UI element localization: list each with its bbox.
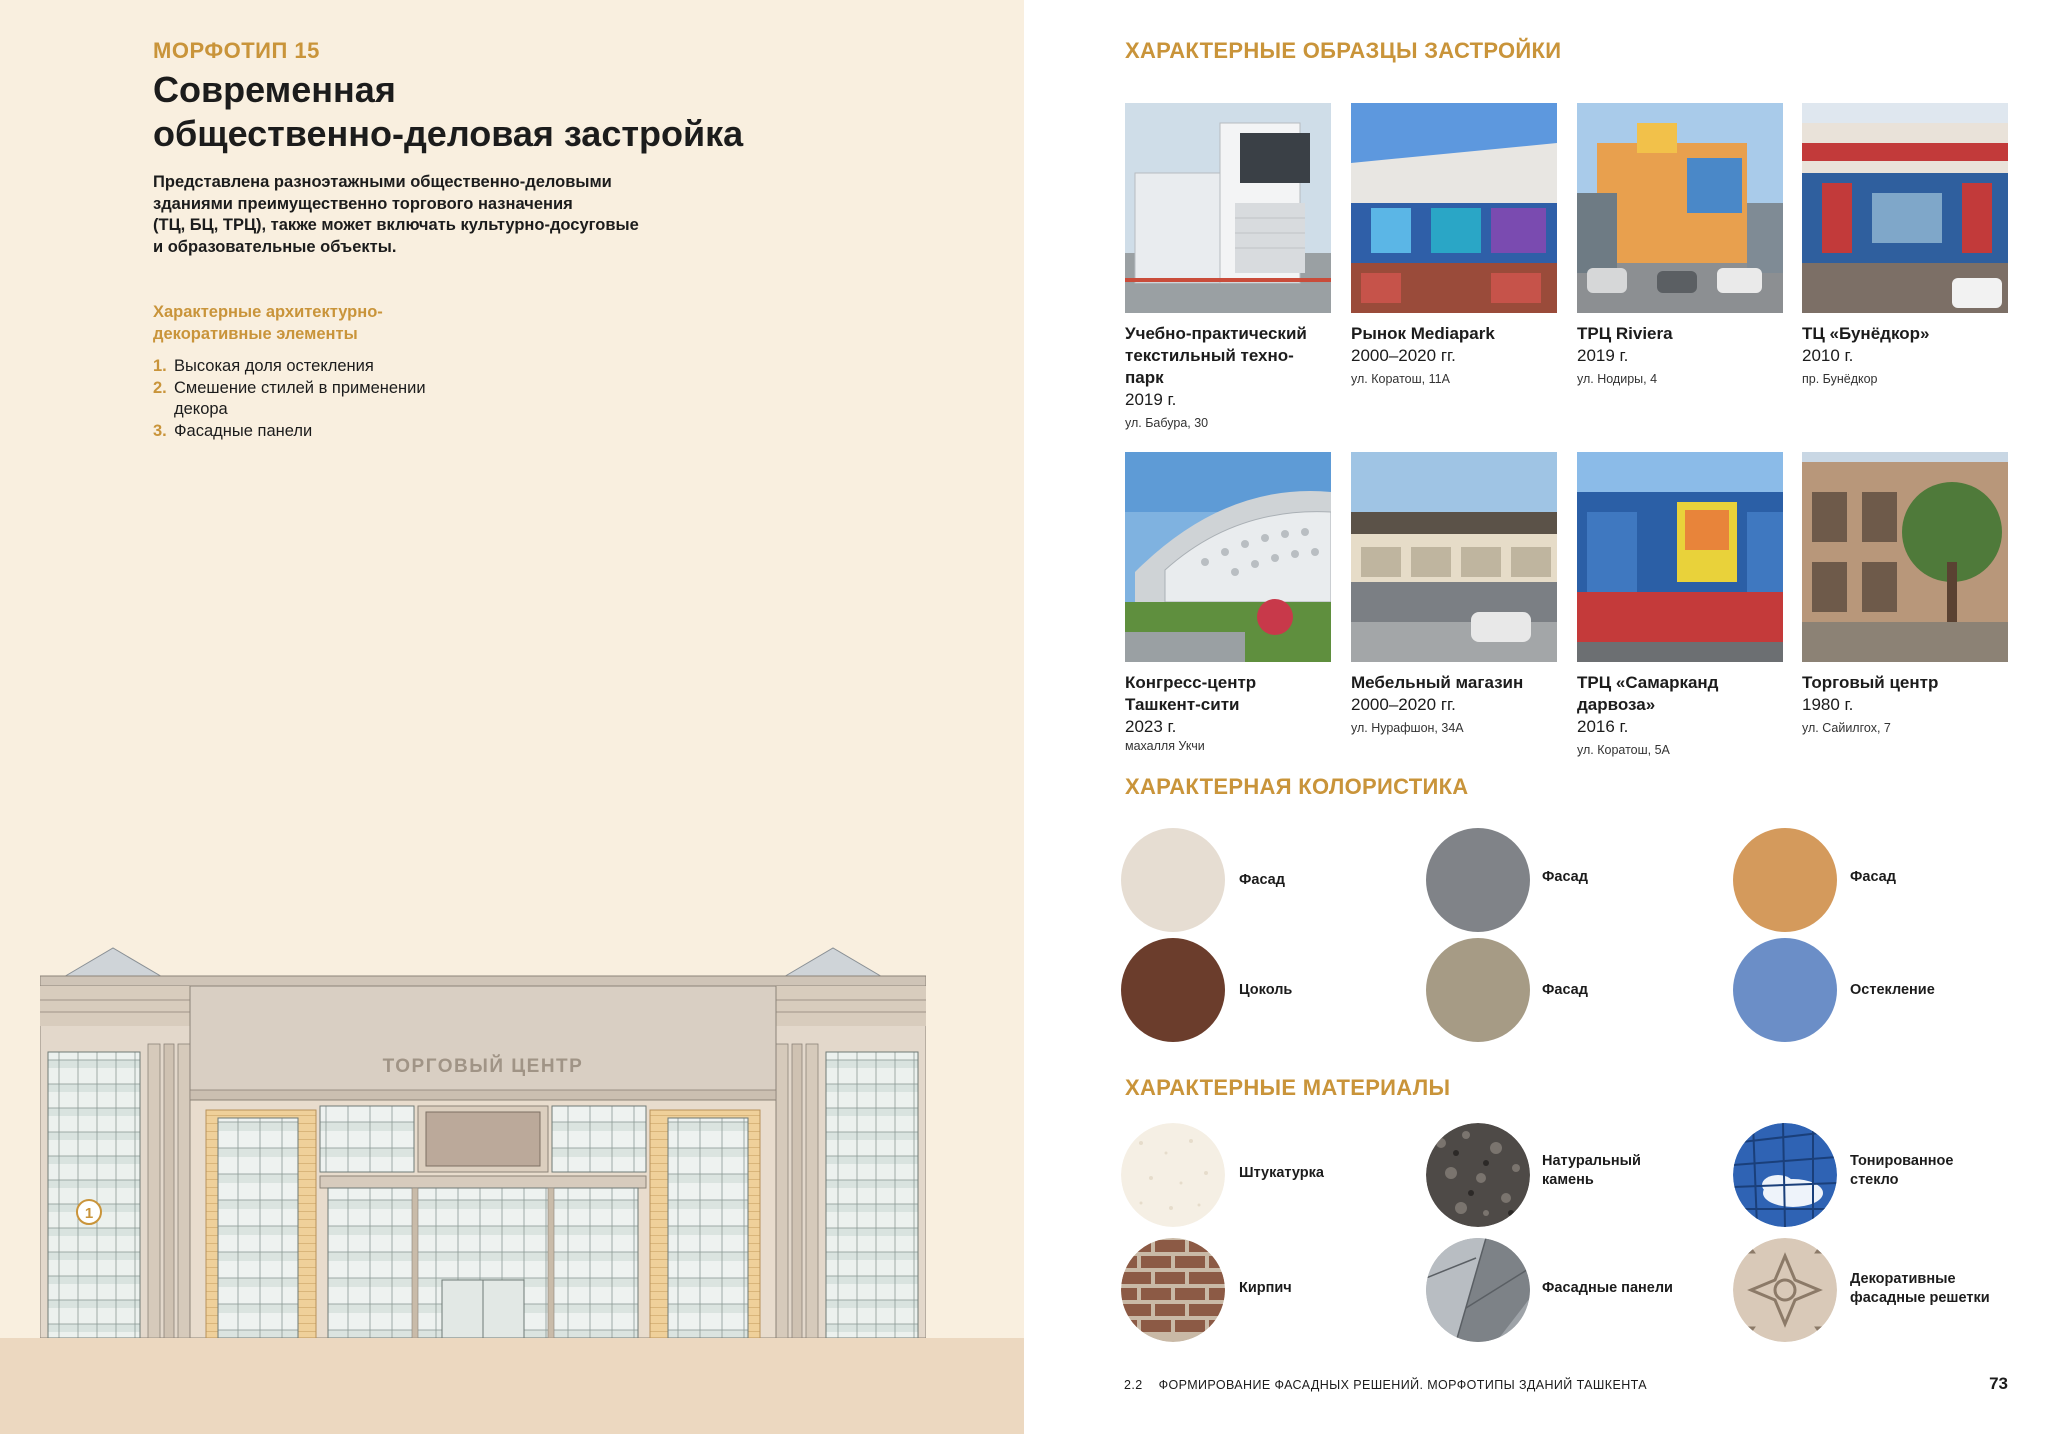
material-label-line: Фасадные панели bbox=[1542, 1280, 1673, 1296]
lead-line: Представлена разноэтажными общественно-деловыми bbox=[153, 173, 612, 191]
elements-heading bbox=[153, 302, 573, 345]
example-address: пр. Бунёдкор bbox=[1802, 372, 1878, 386]
decorative-grille-texture-icon bbox=[1733, 1238, 1837, 1342]
list-item-number: 2. bbox=[153, 378, 167, 397]
example-year: 2000–2020 гг. bbox=[1351, 346, 1456, 365]
plaster-texture-icon bbox=[1121, 1123, 1225, 1227]
material-label-line: Штукатурка bbox=[1239, 1165, 1324, 1181]
example-name-line: Учебно-практический bbox=[1125, 324, 1307, 343]
color-label: Фасад bbox=[1239, 872, 1285, 888]
material-label bbox=[1239, 1164, 1324, 1183]
example-card bbox=[1577, 452, 1783, 758]
example-address: ул. Нодиры, 4 bbox=[1577, 372, 1658, 386]
example-card bbox=[1125, 452, 1331, 754]
lead-paragraph bbox=[153, 172, 673, 258]
example-address: ул. Сайилгох, 7 bbox=[1802, 721, 1891, 735]
example-year: 1980 г. bbox=[1802, 695, 1854, 714]
color-swatch bbox=[1733, 938, 1837, 1042]
example-name-line: Торговый центр bbox=[1802, 673, 1939, 692]
shopping-center-facade-illustration bbox=[40, 940, 926, 1338]
list-item bbox=[153, 378, 553, 421]
color-swatch bbox=[1426, 938, 1530, 1042]
color-label: Цоколь bbox=[1239, 982, 1293, 998]
material-label-line: Кирпич bbox=[1239, 1280, 1292, 1296]
list-item-number: 3. bbox=[153, 421, 167, 440]
material-label-line: Тонированное bbox=[1850, 1153, 1954, 1169]
granite-texture-icon bbox=[1426, 1123, 1530, 1227]
example-name bbox=[1125, 323, 1331, 389]
example-photo-samarkand-darvoza bbox=[1577, 452, 1783, 662]
material-label-line: стекло bbox=[1850, 1172, 1899, 1188]
color-swatch bbox=[1121, 938, 1225, 1042]
list-item-text: декора bbox=[174, 400, 228, 418]
example-card bbox=[1802, 103, 2008, 387]
example-year: 2000–2020 гг. bbox=[1351, 695, 1456, 714]
title-line: Современная bbox=[153, 69, 396, 110]
facade-panel-texture-icon bbox=[1426, 1238, 1530, 1342]
example-photo-textile-technopark bbox=[1125, 103, 1331, 313]
example-name-line: ТРЦ «Самарканд bbox=[1577, 673, 1719, 692]
list-item-text: Высокая доля остекления bbox=[174, 357, 374, 375]
example-name-line: Ташкент-сити bbox=[1125, 695, 1240, 714]
facade-sign: ТОРГОВЫЙ ЦЕНТР bbox=[382, 1056, 584, 1077]
color-label: Остекление bbox=[1850, 982, 1935, 998]
lead-line: (ТЦ, БЦ, ТРЦ), также может включать культурно-досуговые bbox=[153, 216, 639, 234]
example-photo-furniture-store bbox=[1351, 452, 1557, 662]
color-label: Фасад bbox=[1850, 869, 1896, 885]
material-label-line: Декоративные bbox=[1850, 1271, 1956, 1287]
example-name bbox=[1802, 323, 2008, 345]
ground-strip bbox=[0, 1338, 1024, 1434]
list-item-text: Смешение стилей в применении bbox=[174, 378, 426, 397]
example-name bbox=[1577, 672, 1783, 716]
example-photo-riviera bbox=[1577, 103, 1783, 313]
list-item-number: 1. bbox=[153, 357, 167, 375]
facade-marker-number: 1 bbox=[84, 1205, 94, 1222]
example-name bbox=[1351, 672, 1557, 694]
brick-texture-icon bbox=[1121, 1238, 1225, 1342]
example-name bbox=[1577, 323, 1783, 345]
example-address: ул. Нурафшон, 34А bbox=[1351, 721, 1464, 735]
list-item bbox=[153, 356, 553, 378]
example-photo-congress-center bbox=[1125, 452, 1331, 662]
material-label-line: Натуральный bbox=[1542, 1153, 1641, 1169]
example-name bbox=[1351, 323, 1557, 345]
color-swatch bbox=[1121, 828, 1225, 932]
title-line: общественно-деловая застройка bbox=[153, 113, 744, 154]
example-name-line: парк bbox=[1125, 368, 1164, 387]
colors-heading: ХАРАКТЕРНАЯ КОЛОРИСТИКА bbox=[1125, 774, 1469, 799]
color-swatch bbox=[1426, 828, 1530, 932]
footer-section-number: 2.2 bbox=[1124, 1378, 1143, 1392]
example-card bbox=[1125, 103, 1331, 431]
color-label: Фасад bbox=[1542, 982, 1588, 998]
example-name-line: дарвоза» bbox=[1577, 695, 1656, 714]
example-photo-trade-center bbox=[1802, 452, 2008, 662]
list-item bbox=[153, 421, 553, 443]
example-name-line: Мебельный магазин bbox=[1351, 673, 1524, 692]
materials-heading: ХАРАКТЕРНЫЕ МАТЕРИАЛЫ bbox=[1125, 1075, 1451, 1100]
list-item-text: Фасадные панели bbox=[174, 421, 313, 440]
elements-heading-line: Характерные архитектурно- bbox=[153, 303, 383, 321]
material-label bbox=[1542, 1152, 1641, 1190]
material-label-line: камень bbox=[1542, 1172, 1594, 1188]
footer-section-title: ФОРМИРОВАНИЕ ФАСАДНЫХ РЕШЕНИЙ. МОРФОТИПЫ ЗДАНИЙ ТАШКЕНТА bbox=[1158, 1378, 1647, 1392]
example-card bbox=[1351, 103, 1557, 387]
tinted-glass-texture-icon bbox=[1733, 1123, 1837, 1227]
example-name-line: Конгресс-центр bbox=[1125, 673, 1257, 692]
page-number: 73 bbox=[1989, 1374, 2008, 1393]
example-card bbox=[1577, 103, 1783, 387]
color-swatch bbox=[1733, 828, 1837, 932]
elements-list bbox=[153, 356, 553, 442]
example-year: 2016 г. bbox=[1577, 717, 1629, 736]
example-card bbox=[1802, 452, 2008, 736]
example-year: 2019 г. bbox=[1577, 346, 1629, 365]
example-address: махалля Укчи bbox=[1125, 739, 1205, 753]
lead-line: зданиями преимущественно торгового назначения bbox=[153, 194, 573, 213]
example-name-line: текстильный техно- bbox=[1125, 346, 1294, 365]
material-label bbox=[1850, 1152, 1953, 1190]
example-year: 2010 г. bbox=[1802, 346, 1854, 365]
material-label-line: фасадные решетки bbox=[1850, 1290, 1990, 1306]
lead-line: и образовательные объекты. bbox=[153, 237, 397, 256]
material-label bbox=[1239, 1279, 1292, 1298]
running-footer bbox=[1124, 1378, 1647, 1392]
example-year: 2023 г. bbox=[1125, 717, 1177, 736]
material-label bbox=[1542, 1279, 1673, 1298]
example-name-line: ТЦ «Бунёдкор» bbox=[1802, 324, 1930, 343]
example-name bbox=[1125, 672, 1331, 716]
page-title bbox=[153, 68, 913, 156]
example-photo-bunyodkor bbox=[1802, 103, 2008, 313]
example-name bbox=[1802, 672, 2008, 694]
example-name-line: ТРЦ Riviera bbox=[1577, 324, 1673, 343]
example-card bbox=[1351, 452, 1557, 736]
elements-heading-line: декоративные элементы bbox=[153, 324, 358, 343]
material-label bbox=[1850, 1270, 1990, 1308]
morphotype-kicker: МОРФОТИП 15 bbox=[153, 38, 320, 63]
example-address: ул. Коратош, 5А bbox=[1577, 743, 1670, 757]
example-address: ул. Коратош, 11А bbox=[1351, 372, 1450, 386]
examples-heading: ХАРАКТЕРНЫЕ ОБРАЗЦЫ ЗАСТРОЙКИ bbox=[1125, 38, 1562, 63]
example-name-line: Рынок Mediapark bbox=[1351, 324, 1495, 343]
example-photo-mediapark bbox=[1351, 103, 1557, 313]
example-address: ул. Бабура, 30 bbox=[1125, 416, 1209, 430]
color-label: Фасад bbox=[1542, 869, 1588, 885]
example-year: 2019 г. bbox=[1125, 390, 1177, 409]
